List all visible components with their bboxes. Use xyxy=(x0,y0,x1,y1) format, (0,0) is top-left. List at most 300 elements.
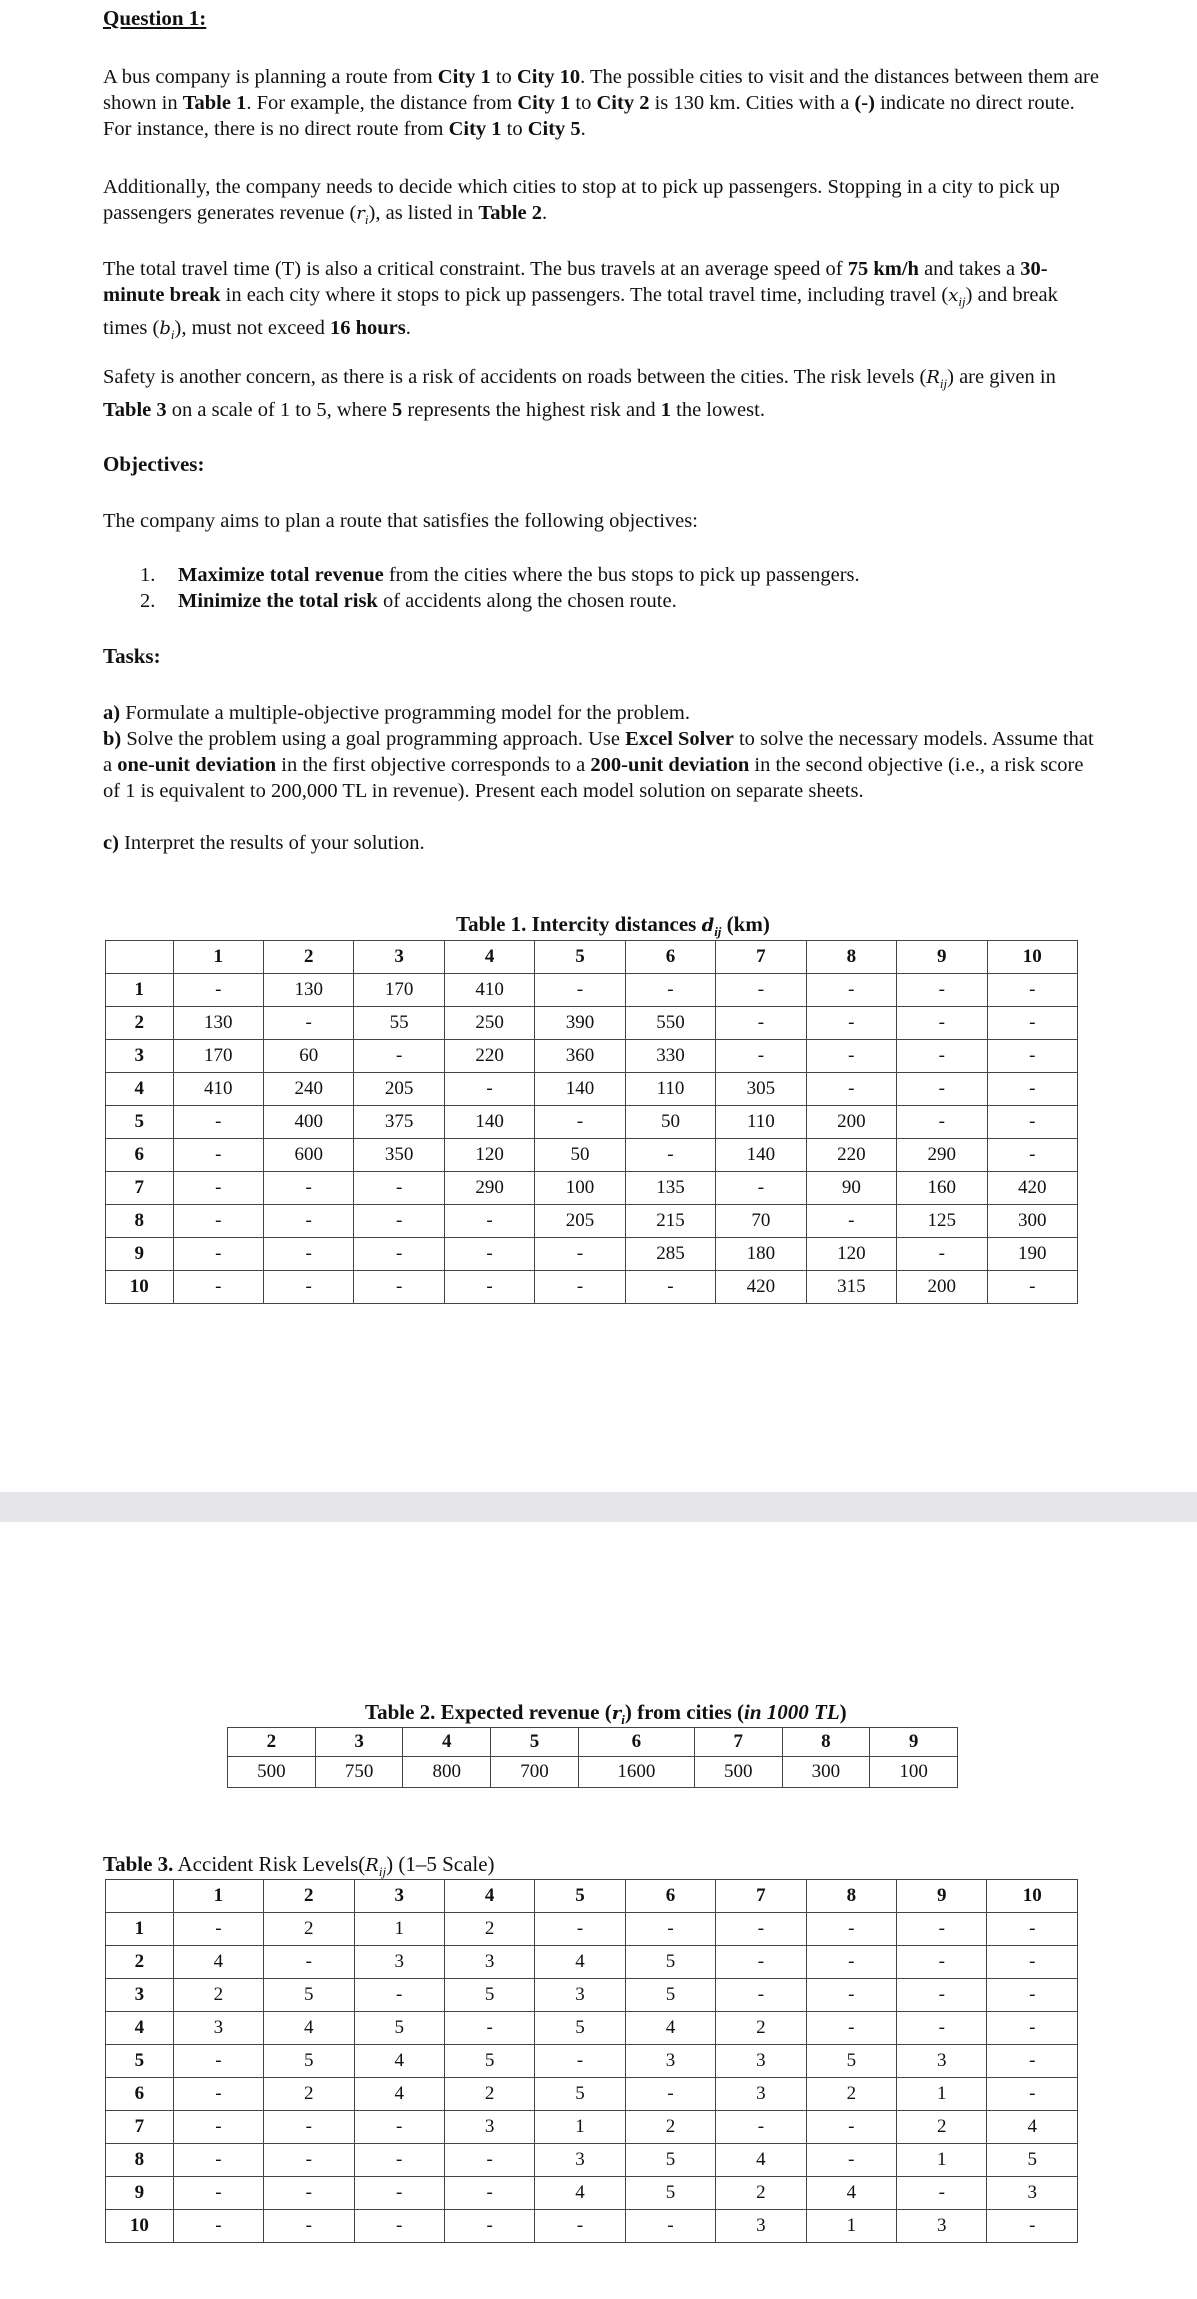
table-cell: 290 xyxy=(444,1172,534,1205)
table-row xyxy=(106,1172,1078,1205)
table-cell: - xyxy=(987,1913,1078,1946)
table-cell: 5 xyxy=(264,1979,354,2012)
task-c: c) Interpret the results of your solution. xyxy=(103,832,425,854)
objective-item: 2. Minimize the total risk of accidents along the chosen route. xyxy=(140,590,677,612)
row-header: 10 xyxy=(106,2210,174,2243)
table-cell: 3 xyxy=(987,2177,1078,2210)
row-header: 5 xyxy=(106,2045,174,2078)
column-header: 6 xyxy=(625,941,715,974)
table-cell: 4 xyxy=(987,2111,1078,2144)
table-cell: 3 xyxy=(716,2078,806,2111)
table-cell: 2 xyxy=(264,2078,354,2111)
table-cell: - xyxy=(897,1007,987,1040)
table-cell: 700 xyxy=(491,1757,579,1788)
column-header: 5 xyxy=(535,941,625,974)
table-cell: - xyxy=(897,1040,987,1073)
table-cell: 400 xyxy=(264,1106,354,1139)
table-cell: 2 xyxy=(264,1913,354,1946)
table-cell: 800 xyxy=(403,1757,491,1788)
table-cell: - xyxy=(987,2210,1078,2243)
intro-paragraph-1: A bus company is planning a route from City 1 to City 10. The possible cities to visit and the distances between them are shown in Table 1. For example, the distance from City 1 to City 2 is 130 km. Cities with a (-) indicate no direct route. For instance, there is no direct route from City 1 to City 5. xyxy=(103,66,1099,140)
table-cell: 205 xyxy=(354,1073,444,1106)
table-cell: - xyxy=(625,2078,715,2111)
table-cell: 3 xyxy=(444,1946,534,1979)
table-cell: - xyxy=(716,1946,806,1979)
column-header: 5 xyxy=(535,1880,625,1913)
table-cell: 60 xyxy=(264,1040,354,1073)
table-cell: 315 xyxy=(806,1271,896,1304)
table-cell: 240 xyxy=(264,1073,354,1106)
table-row xyxy=(106,1139,1078,1172)
table-cell: - xyxy=(264,2177,354,2210)
table-cell: 130 xyxy=(173,1007,263,1040)
table-cell: 5 xyxy=(535,2012,625,2045)
table-cell: - xyxy=(716,1040,806,1073)
table-cell: - xyxy=(173,2111,263,2144)
table-cell: 180 xyxy=(716,1238,806,1271)
column-header: 3 xyxy=(354,1880,444,1913)
table-cell: - xyxy=(173,1139,263,1172)
column-header: 8 xyxy=(806,1880,896,1913)
table-cell: - xyxy=(173,2144,263,2177)
corner-cell xyxy=(106,941,174,974)
table-cell: 4 xyxy=(264,2012,354,2045)
table-cell: - xyxy=(444,1073,534,1106)
table-cell: - xyxy=(444,2210,534,2243)
table-cell: - xyxy=(716,2111,806,2144)
table-row xyxy=(106,1946,1078,1979)
table-cell: - xyxy=(806,1073,896,1106)
table-cell: - xyxy=(354,1172,444,1205)
table-cell: - xyxy=(354,1271,444,1304)
table-cell: - xyxy=(897,1913,987,1946)
revenue-table xyxy=(227,1727,958,1788)
row-header: 6 xyxy=(106,1139,174,1172)
table-cell: - xyxy=(897,2012,987,2045)
intro-paragraph-4: Safety is another concern, as there is a risk of accidents on roads between the cities. The risk levels $(R_{ij})$ are given in Table 3 on a scale of 1 to 5, where 5 represents the highest risk and 1 the lowest. xyxy=(103,366,1056,422)
table-cell: - xyxy=(444,2177,534,2210)
table-cell: - xyxy=(806,1979,896,2012)
table-cell: 55 xyxy=(354,1007,444,1040)
table-cell: 1 xyxy=(535,2111,625,2144)
table-cell: - xyxy=(897,974,987,1007)
table-row xyxy=(106,1913,1078,1946)
table-cell: 3 xyxy=(444,2111,534,2144)
table-cell: 1 xyxy=(354,1913,444,1946)
table-cell: 1 xyxy=(897,2144,987,2177)
table-cell: 140 xyxy=(716,1139,806,1172)
table-cell: - xyxy=(173,1172,263,1205)
table-cell: 330 xyxy=(625,1040,715,1073)
table-cell: 2 xyxy=(444,2078,534,2111)
table-cell: 4 xyxy=(173,1946,263,1979)
table-cell: 2 xyxy=(806,2078,896,2111)
row-header: 3 xyxy=(106,1979,174,2012)
table-cell: 3 xyxy=(173,2012,263,2045)
table-cell: 360 xyxy=(535,1040,625,1073)
table-cell: 305 xyxy=(716,1073,806,1106)
table-cell: - xyxy=(535,2045,625,2078)
column-header: 10 xyxy=(987,941,1078,974)
table-cell: 205 xyxy=(535,1205,625,1238)
table-cell: - xyxy=(625,1271,715,1304)
table1-caption: Table 1. Intercity distances $d_{ij}$ (km) xyxy=(456,912,770,940)
table-cell: 120 xyxy=(806,1238,896,1271)
row-header: 5 xyxy=(106,1106,174,1139)
table-cell: 550 xyxy=(625,1007,715,1040)
table-cell: - xyxy=(987,2078,1078,2111)
column-header: 6 xyxy=(625,1880,715,1913)
table-cell: 300 xyxy=(987,1205,1078,1238)
table-cell: 2 xyxy=(897,2111,987,2144)
table-cell: - xyxy=(806,2144,896,2177)
task-b: b) Solve the problem using a goal programming approach. Use Excel Solver to solve the necessary models. Assume that a one-unit deviation in the first objective corresponds to a 200-unit deviation in the second objective (i.e., a risk score of 1 is equivalent to 200,000 TL in revenue). Present each model solution on separate sheets. xyxy=(103,728,1094,802)
table-cell: - xyxy=(625,1139,715,1172)
table-cell: - xyxy=(173,1271,263,1304)
table-cell: - xyxy=(806,1913,896,1946)
table-cell: - xyxy=(264,2144,354,2177)
objectives-intro: The company aims to plan a route that satisfies the following objectives: xyxy=(103,510,698,532)
table-cell: - xyxy=(264,1007,354,1040)
table-cell: - xyxy=(806,1040,896,1073)
row-header: 2 xyxy=(106,1007,174,1040)
table-row xyxy=(106,2210,1078,2243)
table-cell: - xyxy=(173,1205,263,1238)
table-cell: 375 xyxy=(354,1106,444,1139)
table-cell: - xyxy=(987,1106,1078,1139)
table-cell: 5 xyxy=(444,2045,534,2078)
table-cell: - xyxy=(806,1007,896,1040)
column-header: 2 xyxy=(264,1880,354,1913)
table-cell: 5 xyxy=(264,2045,354,2078)
table-cell: - xyxy=(897,1979,987,2012)
objective-item: 1. Maximize total revenue from the cities where the bus stops to pick up passengers. xyxy=(140,564,860,586)
table-cell: 200 xyxy=(897,1271,987,1304)
table-row xyxy=(106,2177,1078,2210)
column-header: 9 xyxy=(870,1728,958,1757)
table-cell: 4 xyxy=(535,1946,625,1979)
table-cell: - xyxy=(716,974,806,1007)
objectives-list xyxy=(140,562,860,614)
table-cell: - xyxy=(173,1106,263,1139)
table-cell: - xyxy=(173,2210,263,2243)
table-cell: - xyxy=(173,2078,263,2111)
table-cell: - xyxy=(987,2045,1078,2078)
column-header: 3 xyxy=(315,1728,403,1757)
table-row xyxy=(106,974,1078,1007)
table-cell: - xyxy=(354,1238,444,1271)
table-cell: 2 xyxy=(173,1979,263,2012)
table-row xyxy=(106,2111,1078,2144)
table-cell: - xyxy=(806,1946,896,1979)
table-cell: - xyxy=(264,2111,354,2144)
column-header: 6 xyxy=(578,1728,694,1757)
table-row xyxy=(106,1007,1078,1040)
column-header: 7 xyxy=(716,1880,806,1913)
table-cell: 350 xyxy=(354,1139,444,1172)
table-cell: 220 xyxy=(444,1040,534,1073)
risk-table xyxy=(105,1879,1078,2243)
table-row xyxy=(106,2144,1078,2177)
table-cell: - xyxy=(173,974,263,1007)
table-cell: - xyxy=(806,2111,896,2144)
table-cell: 5 xyxy=(354,2012,444,2045)
distance-table xyxy=(105,940,1078,1304)
table-cell: 300 xyxy=(782,1757,870,1788)
table-row xyxy=(106,1073,1078,1106)
table-cell: - xyxy=(535,1271,625,1304)
table-cell: 410 xyxy=(173,1073,263,1106)
table-row xyxy=(106,2045,1078,2078)
table-cell: - xyxy=(173,1913,263,1946)
row-header: 7 xyxy=(106,2111,174,2144)
table-cell: - xyxy=(173,2045,263,2078)
column-header: 1 xyxy=(173,941,263,974)
table-cell: 5 xyxy=(806,2045,896,2078)
table-cell: 420 xyxy=(987,1172,1078,1205)
table-cell: - xyxy=(264,1271,354,1304)
table-cell: 215 xyxy=(625,1205,715,1238)
table-cell: 410 xyxy=(444,974,534,1007)
table-row xyxy=(106,1979,1078,2012)
table-cell: 120 xyxy=(444,1139,534,1172)
table-cell: 170 xyxy=(173,1040,263,1073)
table-cell: - xyxy=(716,1979,806,2012)
column-header: 4 xyxy=(444,941,534,974)
table-cell: - xyxy=(264,2210,354,2243)
table-cell: 110 xyxy=(716,1106,806,1139)
row-header: 3 xyxy=(106,1040,174,1073)
intro-paragraph-2: Additionally, the company needs to decide which cities to stop at to pick up passengers. Stopping in a city to pick up passengers generates revenue $(r_i)$, as listed in Table 2. xyxy=(103,176,1060,228)
column-header: 9 xyxy=(897,941,987,974)
table-cell: 2 xyxy=(444,1913,534,1946)
table-cell: - xyxy=(806,2012,896,2045)
table-cell: 420 xyxy=(716,1271,806,1304)
table-cell: 3 xyxy=(354,1946,444,1979)
column-header: 4 xyxy=(444,1880,534,1913)
table-cell: - xyxy=(897,1073,987,1106)
table-cell: 3 xyxy=(625,2045,715,2078)
row-header: 1 xyxy=(106,1913,174,1946)
table-cell: - xyxy=(354,1979,444,2012)
document-page-2 xyxy=(0,1522,1197,2299)
table-cell: - xyxy=(264,1205,354,1238)
table-cell: 1 xyxy=(806,2210,896,2243)
table-cell: 2 xyxy=(716,2177,806,2210)
table-cell: - xyxy=(444,1271,534,1304)
table-cell: 2 xyxy=(716,2012,806,2045)
table-cell: - xyxy=(535,974,625,1007)
table-cell: - xyxy=(173,2177,263,2210)
table-cell: 100 xyxy=(535,1172,625,1205)
table-cell: 4 xyxy=(716,2144,806,2177)
table-cell: - xyxy=(716,1913,806,1946)
table-cell: 2 xyxy=(625,2111,715,2144)
table-cell: 5 xyxy=(535,2078,625,2111)
row-header: 10 xyxy=(106,1271,174,1304)
table-row xyxy=(106,1205,1078,1238)
table-row xyxy=(106,1040,1078,1073)
table-cell: 200 xyxy=(806,1106,896,1139)
table-cell: 3 xyxy=(535,2144,625,2177)
table-cell: 3 xyxy=(897,2210,987,2243)
table-cell: - xyxy=(625,1913,715,1946)
table-cell: 3 xyxy=(535,1979,625,2012)
table-cell: - xyxy=(987,1271,1078,1304)
page-separator xyxy=(0,1492,1197,1522)
table-row xyxy=(106,2078,1078,2111)
table-cell: - xyxy=(897,1106,987,1139)
table-cell: - xyxy=(173,1238,263,1271)
table-cell: 4 xyxy=(354,2045,444,2078)
column-header: 9 xyxy=(897,1880,987,1913)
table-cell: - xyxy=(264,1946,354,1979)
row-header: 8 xyxy=(106,2144,174,2177)
table-cell: 4 xyxy=(806,2177,896,2210)
table-cell: - xyxy=(264,1172,354,1205)
table-cell: - xyxy=(987,2012,1078,2045)
column-header: 2 xyxy=(264,941,354,974)
table-cell: 140 xyxy=(444,1106,534,1139)
table-cell: - xyxy=(716,1007,806,1040)
table-cell: 3 xyxy=(716,2210,806,2243)
row-header: 4 xyxy=(106,1073,174,1106)
table-cell: 140 xyxy=(535,1073,625,1106)
table-cell: 5 xyxy=(625,1979,715,2012)
table-cell: - xyxy=(806,974,896,1007)
table-cell: 5 xyxy=(625,2144,715,2177)
table-cell: - xyxy=(444,1238,534,1271)
table-cell: 70 xyxy=(716,1205,806,1238)
table-cell: 500 xyxy=(228,1757,316,1788)
table-cell: 750 xyxy=(315,1757,403,1788)
table-cell: 285 xyxy=(625,1238,715,1271)
table-cell: - xyxy=(535,1106,625,1139)
table-cell: 1 xyxy=(897,2078,987,2111)
table-row xyxy=(228,1757,958,1788)
table-cell: 100 xyxy=(870,1757,958,1788)
row-header: 9 xyxy=(106,1238,174,1271)
table-cell: - xyxy=(444,2144,534,2177)
table-cell: - xyxy=(354,2177,444,2210)
table-cell: 170 xyxy=(354,974,444,1007)
column-header: 3 xyxy=(354,941,444,974)
table-cell: 4 xyxy=(625,2012,715,2045)
table-cell: 160 xyxy=(897,1172,987,1205)
tasks-heading: Tasks: xyxy=(103,644,161,668)
table-cell: - xyxy=(987,1979,1078,2012)
table-cell: 50 xyxy=(625,1106,715,1139)
table-row xyxy=(106,2012,1078,2045)
table-cell: 190 xyxy=(987,1238,1078,1271)
table-cell: - xyxy=(535,1238,625,1271)
table-cell: - xyxy=(354,1205,444,1238)
objectives-heading: Objectives: xyxy=(103,452,205,476)
row-header: 6 xyxy=(106,2078,174,2111)
column-header: 1 xyxy=(173,1880,263,1913)
table-cell: 250 xyxy=(444,1007,534,1040)
row-header: 7 xyxy=(106,1172,174,1205)
table-cell: - xyxy=(987,1073,1078,1106)
table-cell: - xyxy=(444,2012,534,2045)
table-cell: - xyxy=(535,2210,625,2243)
table-cell: 5 xyxy=(987,2144,1078,2177)
table-cell: 5 xyxy=(625,2177,715,2210)
table-cell: 4 xyxy=(354,2078,444,2111)
table-cell: - xyxy=(987,1040,1078,1073)
column-header: 4 xyxy=(403,1728,491,1757)
table-cell: 135 xyxy=(625,1172,715,1205)
table-cell: 130 xyxy=(264,974,354,1007)
table2-caption: Table 2. Expected revenue $(r_i)$ from cities (in 1000 TL) xyxy=(365,1700,847,1728)
column-header: 2 xyxy=(228,1728,316,1757)
table-row xyxy=(106,1238,1078,1271)
table-row xyxy=(106,1106,1078,1139)
table-cell: - xyxy=(354,2144,444,2177)
intro-paragraph-3: The total travel time (T) is also a critical constraint. The bus travels at an average speed of 75 km/h and takes a 30-minute break in each city where it stops to pick up passengers. The total travel time, including travel $(x_{ij})$ and break times $(b_i)$, must not exceed 16 hours. xyxy=(103,258,1058,343)
table-cell: - xyxy=(716,1172,806,1205)
table-cell: 110 xyxy=(625,1073,715,1106)
table-cell: - xyxy=(897,2177,987,2210)
table-cell: - xyxy=(987,1139,1078,1172)
table-cell: - xyxy=(625,2210,715,2243)
table-cell: 3 xyxy=(897,2045,987,2078)
row-header: 9 xyxy=(106,2177,174,2210)
table-cell: 3 xyxy=(716,2045,806,2078)
table-cell: - xyxy=(444,1205,534,1238)
table-cell: 1600 xyxy=(578,1757,694,1788)
table3-caption: Table 3. Accident Risk $Levels(R_{ij})$ (1–5 Scale) xyxy=(103,1852,495,1880)
row-header: 1 xyxy=(106,974,174,1007)
table-cell: 390 xyxy=(535,1007,625,1040)
table-cell: - xyxy=(806,1205,896,1238)
table-cell: - xyxy=(625,974,715,1007)
table-cell: 600 xyxy=(264,1139,354,1172)
table-cell: - xyxy=(987,1946,1078,1979)
table-cell: 90 xyxy=(806,1172,896,1205)
table-cell: 125 xyxy=(897,1205,987,1238)
table-cell: 500 xyxy=(694,1757,782,1788)
table-cell: - xyxy=(354,1040,444,1073)
table-cell: - xyxy=(987,974,1078,1007)
column-header: 7 xyxy=(716,941,806,974)
column-header: 5 xyxy=(491,1728,579,1757)
row-header: 2 xyxy=(106,1946,174,1979)
table-cell: - xyxy=(897,1946,987,1979)
table-cell: 4 xyxy=(535,2177,625,2210)
question-title: Question 1: xyxy=(103,6,207,30)
column-header: 8 xyxy=(806,941,896,974)
table-cell: 5 xyxy=(444,1979,534,2012)
column-header: 7 xyxy=(694,1728,782,1757)
column-header: 10 xyxy=(987,1880,1078,1913)
table-cell: - xyxy=(264,1238,354,1271)
row-header: 4 xyxy=(106,2012,174,2045)
row-header: 8 xyxy=(106,1205,174,1238)
column-header: 8 xyxy=(782,1728,870,1757)
table-cell: - xyxy=(535,1913,625,1946)
corner-cell xyxy=(106,1880,174,1913)
table-row xyxy=(106,1271,1078,1304)
table-cell: - xyxy=(987,1007,1078,1040)
table-cell: - xyxy=(354,2210,444,2243)
table-cell: - xyxy=(897,1238,987,1271)
table-cell: - xyxy=(354,2111,444,2144)
table-cell: 5 xyxy=(625,1946,715,1979)
table-cell: 50 xyxy=(535,1139,625,1172)
table-cell: 220 xyxy=(806,1139,896,1172)
table-cell: 290 xyxy=(897,1139,987,1172)
